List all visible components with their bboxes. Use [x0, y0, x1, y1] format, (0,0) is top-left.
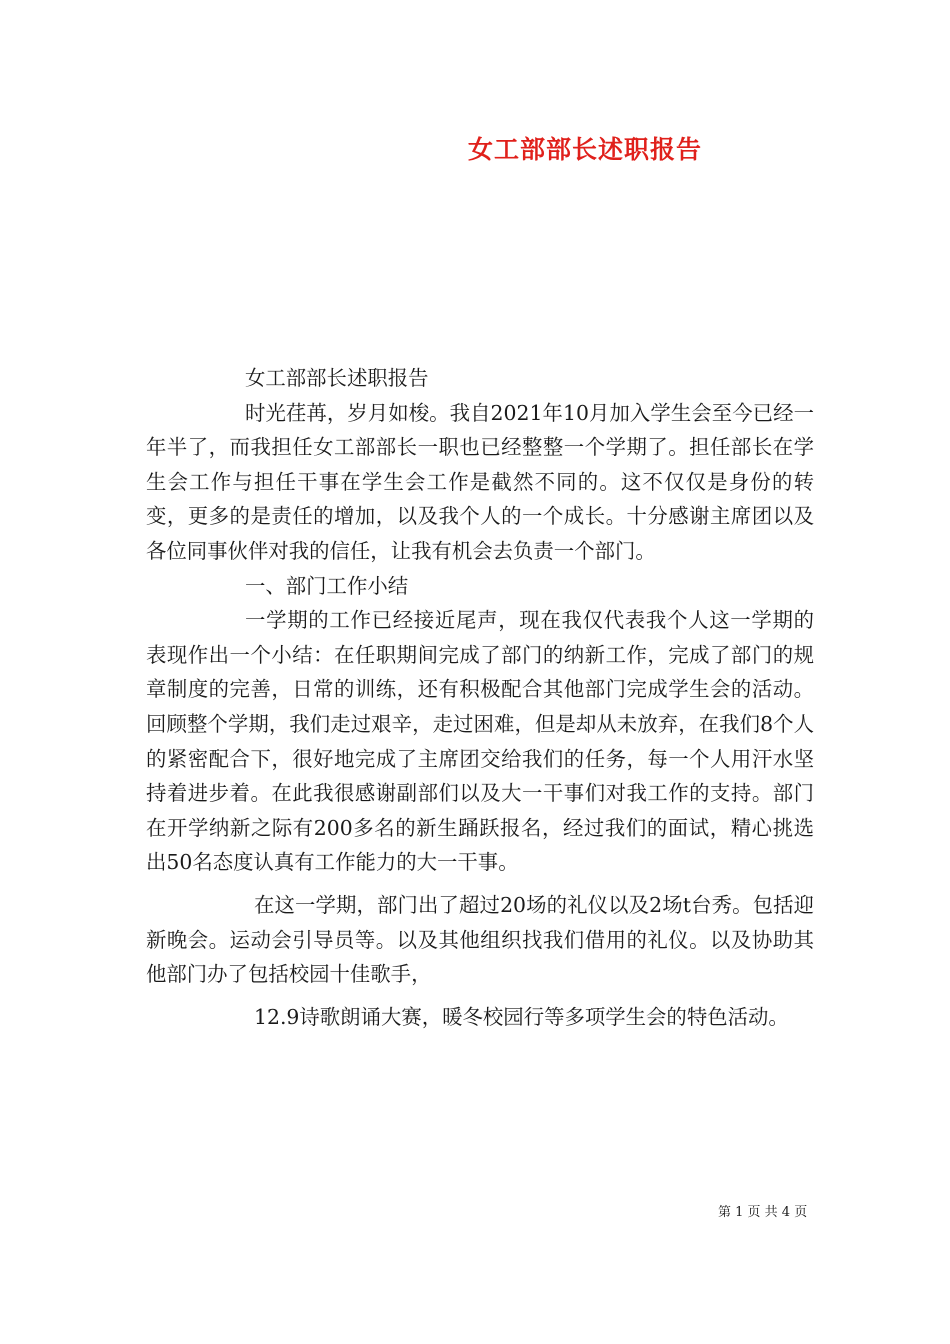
page-number: 第 1 页 共 4 页 [718, 1205, 808, 1220]
document-title: 女工部部长述职报告 [468, 135, 703, 164]
paragraph-intro: 时光荏苒，岁月如梭。我自2021年10月加入学生会至今已经一年半了，而我担任女工部部长一职也已经整整一个学期了。担任部长在学生会工作与担任干事在学生会工作是截然不同的。这不仅仅是身份的转变，更多的是责任的增加，以及我个人的一个成长。十分感谢主席团以及各位同事伙伴对我的信任，让我有机会去负责一个部门。 [146, 400, 814, 563]
document-body [146, 361, 814, 1034]
body-heading: 女工部部长述职报告 [245, 366, 429, 390]
paragraph-work-summary: 一学期的工作已经接近尾声，现在我仅代表我个人这一学期的表现作出一个小结：在任职期间完成了部门的纳新工作，完成了部门的规章制度的完善，日常的训练，还有积极配合其他部门完成学生会的活动。回顾整个学期，我们走过艰辛，走过困难，但是却从未放弃，在我们8个人的紧密配合下，很好地完成了主席团交给我们的任务，每一个人用汗水坚持着进步着。在此我很感谢副部们以及大一干事们对我工作的支持。部门在开学纳新之际有200多名的新生踊跃报名，经过我们的面试，精心挑选出50名态度认真有工作能力的大一干事。 [146, 608, 814, 875]
section-heading-work-summary: 一、部门工作小结 [245, 573, 409, 598]
paragraph-activities: 12.9诗歌朗诵大赛，暖冬校园行等多项学生会的特色活动。 [254, 1004, 789, 1029]
paragraph-events: 在这一学期，部门出了超过20场的礼仪以及2场t台秀。包括迎新晚会。运动会引导员等。以及其他组织找我们借用的礼仪。以及协助其他部门办了包括校园十佳歌手， [146, 892, 814, 987]
